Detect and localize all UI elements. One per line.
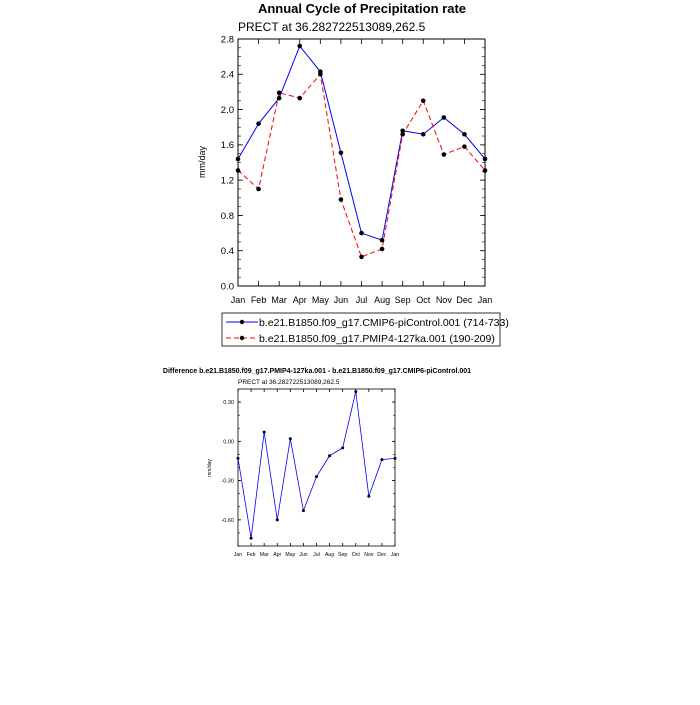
main-series-group	[236, 44, 488, 259]
main-series-0-point	[236, 157, 241, 162]
diff-y-axis-label: mm/day	[207, 459, 213, 477]
diff-y-tick-label: 0.00	[223, 439, 234, 446]
diff-x-tick-label: Sep	[338, 552, 348, 558]
main-chart-title: Annual Cycle of Precipitation rate	[257, 1, 467, 16]
legend	[222, 313, 509, 346]
main-series-0-point	[297, 44, 302, 49]
main-x-tick-label: Nov	[435, 295, 452, 305]
main-series-line-0	[238, 46, 485, 240]
main-x-tick-label: Oct	[416, 295, 431, 305]
main-x-tick-label: Jun	[333, 295, 349, 305]
main-y-tick-label: 2.4	[220, 69, 234, 81]
main-series-1-point	[318, 72, 323, 77]
main-series-0-point	[277, 96, 282, 101]
main-y-tick-label: 2.0	[220, 104, 234, 116]
main-x-tick-label: Jul	[355, 295, 368, 305]
diff-series-0-point	[380, 458, 383, 461]
diff-series-0-point	[237, 457, 240, 460]
diff-x-tick-label: Mar	[259, 552, 269, 558]
diff-y-axis	[221, 389, 395, 546]
main-series-0-point	[483, 157, 488, 162]
diff-x-tick-label: Jun	[299, 552, 308, 558]
main-y-tick-label: 0.4	[220, 246, 234, 258]
diff-x-tick-label: Apr	[273, 552, 282, 558]
main-series-0-point	[256, 121, 261, 126]
main-y-tick-label: 0.0	[220, 281, 234, 293]
diff-chart-title: Difference b.e21.B1850.f09_g17.PMIP4-127ka.001 - b.e21.B1850.f09_g17.CMIP6-piControl.001	[162, 368, 472, 375]
main-y-tick-label: 2.8	[220, 34, 234, 46]
main-y-tick-label: 0.8	[220, 210, 234, 222]
main-series-0-point	[462, 132, 467, 137]
diff-series-0-point	[250, 537, 253, 540]
legend-label-control: b.e21.B1850.f09_g17.CMIP6-piControl.001 (714-733)	[259, 317, 509, 329]
main-x-tick-label: Dec	[456, 295, 473, 305]
main-series-line-1	[238, 74, 485, 257]
main-x-tick-label: May	[311, 295, 329, 305]
main-series-0-point	[359, 231, 364, 236]
main-series-1-point	[339, 197, 344, 202]
diff-series-line-0	[238, 392, 395, 539]
main-x-tick-label: Mar	[271, 295, 287, 305]
diff-x-tick-label: Aug	[324, 552, 335, 558]
diff-chart-subtitle: PRECT at 36.282722513089,262.5	[238, 379, 340, 386]
main-series-1-point	[359, 255, 364, 260]
main-series-1-point	[256, 187, 261, 192]
main-y-tick-label: 1.2	[220, 175, 234, 187]
diff-y-tick-label: -0.30	[221, 478, 234, 485]
diff-series-0-point	[276, 518, 279, 521]
main-series-1-point	[400, 132, 405, 137]
diff-series-0-point	[367, 495, 370, 498]
diff-x-tick-label: Jan	[390, 552, 400, 558]
main-x-tick-label: Feb	[250, 295, 267, 305]
diff-series-0-point	[302, 509, 305, 512]
diff-series-0-point	[328, 454, 331, 457]
main-series-1-point	[277, 91, 282, 96]
main-x-axis	[231, 39, 493, 305]
main-series-1-point	[483, 168, 488, 173]
main-series-1-point	[442, 152, 447, 157]
diff-x-tick-label: May	[285, 552, 296, 558]
main-y-axis-label: mm/day	[197, 145, 207, 179]
main-chart-subtitle: PRECT at 36.282722513089,262.5	[238, 20, 426, 34]
main-y-tick-label: 1.6	[220, 140, 234, 152]
diff-x-tick-label: Nov	[364, 552, 374, 558]
diff-series-group	[237, 390, 397, 540]
main-series-0-point	[421, 132, 426, 137]
diff-series-0-point	[354, 390, 357, 393]
main-x-tick-label: Jan	[230, 295, 246, 305]
diff-series-0-point	[289, 437, 292, 440]
diff-x-tick-label: Dec	[377, 552, 387, 558]
main-series-1-point	[462, 144, 467, 149]
diff-x-tick-label: Jan	[233, 552, 243, 558]
main-x-tick-label: Aug	[374, 295, 391, 305]
diff-plot-frame	[238, 389, 395, 546]
diff-series-0-point	[263, 431, 266, 434]
main-series-0-point	[339, 150, 344, 155]
diff-y-tick-label: 0.30	[223, 400, 234, 407]
diff-x-tick-label: Jul	[313, 552, 320, 558]
difference-chart	[163, 368, 471, 558]
main-chart	[197, 1, 509, 346]
diff-series-0-point	[394, 457, 397, 460]
main-series-0-point	[442, 115, 447, 120]
main-series-1-point	[236, 168, 241, 173]
main-series-1-point	[380, 247, 385, 252]
legend-label-127ka: b.e21.B1850.f09_g17.PMIP4-127ka.001 (190-209)	[259, 333, 495, 345]
main-series-1-point	[297, 96, 302, 101]
legend-marker-control	[240, 320, 244, 324]
diff-series-0-point	[341, 446, 344, 449]
main-plot-frame	[238, 39, 485, 286]
diff-series-0-point	[315, 475, 318, 478]
diff-y-tick-label: -0.60	[221, 517, 234, 524]
main-x-tick-label: Sep	[394, 295, 411, 305]
diff-x-axis	[234, 389, 399, 558]
legend-marker-127ka	[240, 336, 244, 340]
diff-x-tick-label: Oct	[351, 552, 360, 558]
main-x-tick-label: Apr	[292, 295, 307, 305]
diff-x-tick-label: Feb	[246, 552, 256, 558]
main-series-1-point	[421, 98, 426, 103]
main-series-0-point	[380, 238, 385, 243]
main-y-axis	[221, 34, 485, 292]
main-x-tick-label: Jan	[477, 295, 493, 305]
